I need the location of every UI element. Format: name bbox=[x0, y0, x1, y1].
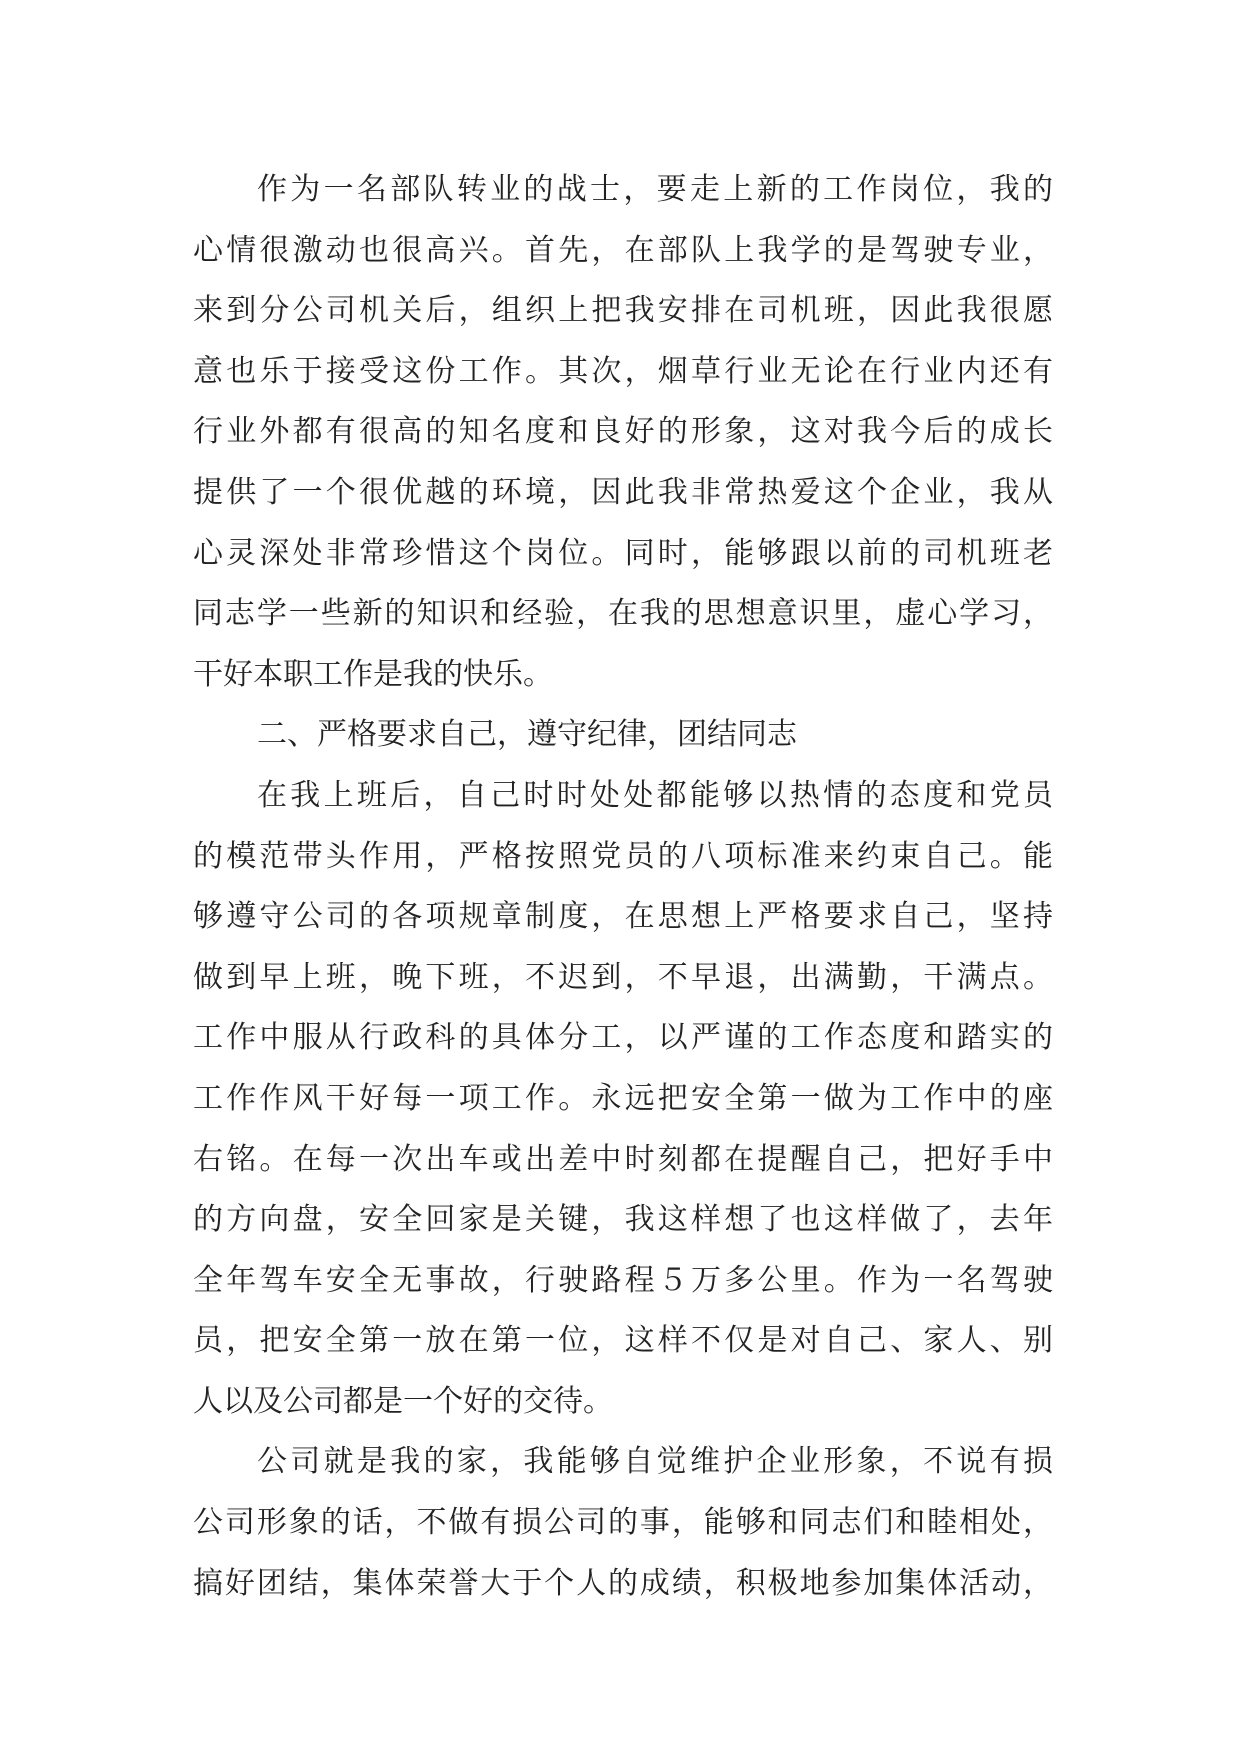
text-line: 的方向盘，安全回家是关键，我这样想了也这样做了，去年 bbox=[193, 1202, 1053, 1238]
text-line: 工作中服从行政科的具体分工，以严谨的工作态度和踏实的 bbox=[193, 1020, 1053, 1056]
text-line: 公司就是我的家，我能够自觉维护企业形象，不说有损 bbox=[257, 1444, 1053, 1480]
text-line: 公司形象的话，不做有损公司的事，能够和同志们和睦相处， bbox=[193, 1505, 1053, 1541]
text-line: 作为一名部队转业的战士，要走上新的工作岗位，我的 bbox=[257, 172, 1053, 207]
text-line: 在我上班后，自己时时处处都能够以热情的态度和党员 bbox=[257, 777, 1053, 813]
text-line: 做到早上班，晚下班，不迟到，不早退，出满勤，干满点。 bbox=[193, 959, 1053, 995]
text-line: 右铭。在每一次出车或出差中时刻都在提醒自己，把好手中 bbox=[193, 1141, 1053, 1177]
text-line: 同志学一些新的知识和经验，在我的思想意识里，虚心学习， bbox=[193, 596, 1053, 632]
text-line: 意也乐于接受这份工作。其次，烟草行业无论在行业内还有 bbox=[193, 353, 1053, 389]
text-line: 提供了一个很优越的环境，因此我非常热爱这个企业，我从 bbox=[193, 474, 1053, 510]
text-line: 二、严格要求自己，遵守纪律，团结同志 bbox=[257, 717, 797, 753]
text-line: 来到分公司机关后，组织上把我安排在司机班，因此我很愿 bbox=[193, 293, 1053, 329]
text-line: 心灵深处非常珍惜这个岗位。同时，能够跟以前的司机班老 bbox=[193, 535, 1053, 571]
text-line: 人以及公司都是一个好的交待。 bbox=[193, 1383, 613, 1419]
text-line: 行业外都有很高的知名度和良好的形象，这对我今后的成长 bbox=[193, 414, 1053, 450]
text-line: 心情很激动也很高兴。首先，在部队上我学的是驾驶专业， bbox=[193, 232, 1053, 268]
text-line: 全年驾车安全无事故，行驶路程５万多公里。作为一名驾驶 bbox=[193, 1262, 1053, 1298]
text-line: 干好本职工作是我的快乐。 bbox=[193, 656, 553, 692]
text-line: 搞好团结，集体荣誉大于个人的成绩，积极地参加集体活动， bbox=[193, 1565, 1053, 1601]
text-line: 员，把安全第一放在第一位，这样不仅是对自己、家人、别 bbox=[193, 1323, 1053, 1359]
text-line: 够遵守公司的各项规章制度，在思想上严格要求自己，坚持 bbox=[193, 899, 1053, 935]
text-line: 的模范带头作用，严格按照党员的八项标准来约束自己。能 bbox=[193, 838, 1053, 874]
text-line: 工作作风干好每一项工作。永远把安全第一做为工作中的座 bbox=[193, 1080, 1053, 1116]
body-text bbox=[193, 160, 1053, 1614]
